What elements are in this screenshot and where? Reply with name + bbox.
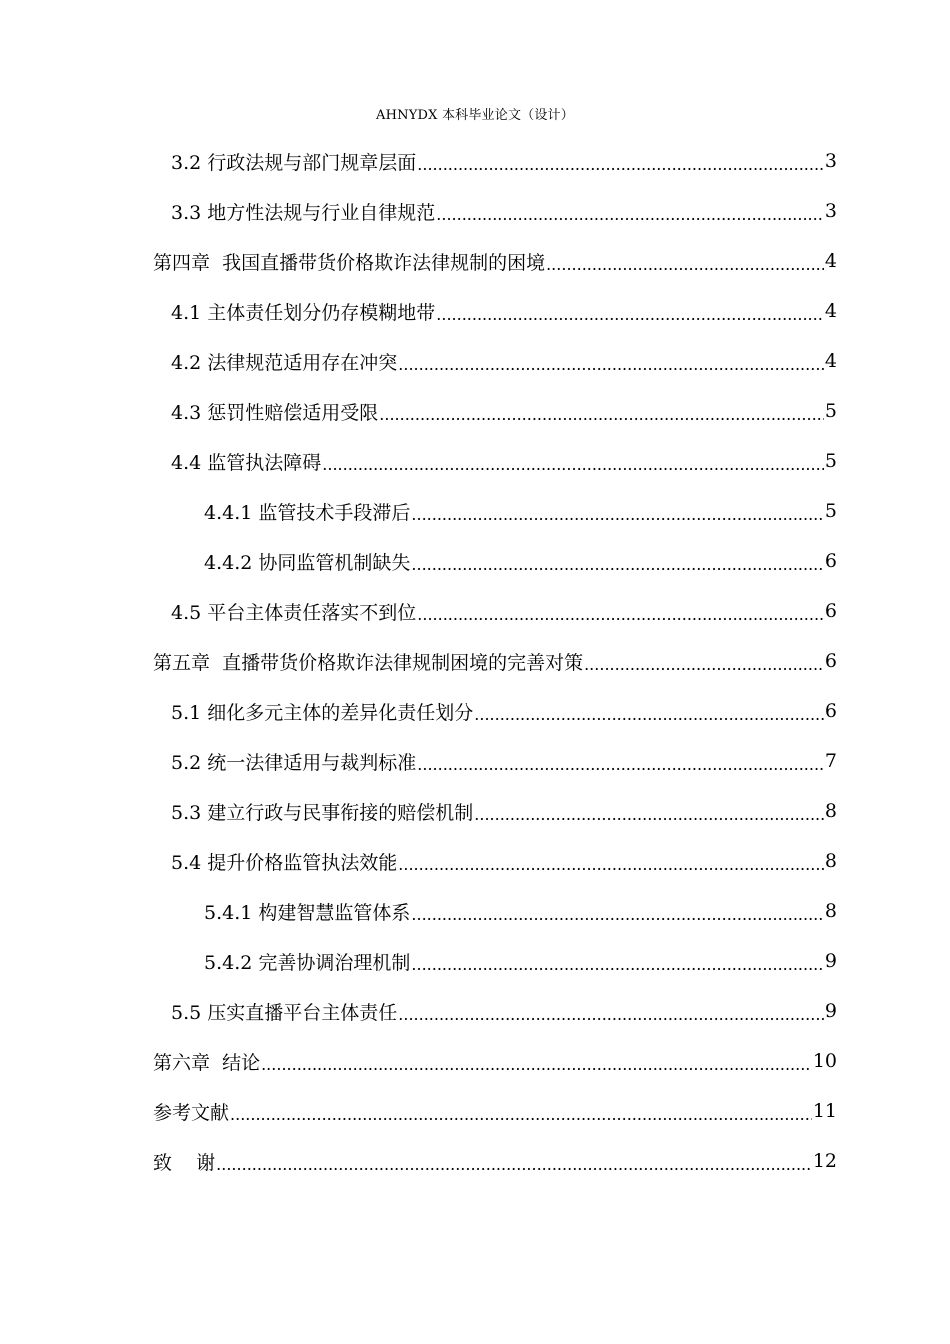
toc-entry-page: 8: [824, 800, 837, 822]
toc-entry-page: 5: [824, 500, 837, 522]
toc-entry-3-2[interactable]: [171, 136, 837, 186]
toc-dot-leader: [417, 605, 824, 624]
toc-entry-page: 10: [812, 1050, 837, 1072]
toc-dot-leader: [398, 1005, 824, 1024]
toc-entry-5-2[interactable]: [171, 736, 837, 786]
toc-entry-title: 3.2 行政法规与部门规章层面: [171, 151, 417, 174]
toc-entry-page: 4: [824, 300, 837, 322]
toc-entry-page: 4: [824, 250, 837, 272]
toc-entry-page: 12: [812, 1150, 837, 1172]
toc-entry-title: 4.4 监管执法障碍: [171, 451, 322, 474]
toc-dot-leader: [411, 505, 824, 524]
toc-entry-5-4-2[interactable]: [204, 936, 837, 986]
toc-dot-leader: [379, 405, 824, 424]
toc-dot-leader: [474, 705, 824, 724]
toc-entry-page: 6: [824, 550, 837, 572]
toc-dot-leader: [584, 655, 824, 674]
toc-entry-chapter-5[interactable]: [153, 636, 837, 686]
toc-dot-leader: [411, 555, 824, 574]
toc-entry-4-5[interactable]: [171, 586, 837, 636]
toc-dot-leader: [216, 1155, 812, 1174]
toc-entry-page: 6: [824, 700, 837, 722]
toc-dot-leader: [436, 205, 824, 224]
toc-entry-4-4[interactable]: [171, 436, 837, 486]
toc-entry-references[interactable]: [153, 1086, 837, 1136]
toc-entry-page: 6: [824, 600, 837, 622]
toc-dot-leader: [322, 455, 824, 474]
toc-entry-page: 3: [824, 150, 837, 172]
toc-entry-title: 第四章 我国直播带货价格欺诈法律规制的困境: [153, 251, 546, 274]
toc-entry-title: 第六章 结论: [153, 1051, 261, 1074]
toc-entry-title: 参考文献: [153, 1101, 230, 1124]
toc-entry-title: 4.4.2 协同监管机制缺失: [204, 551, 411, 574]
toc-dot-leader: [411, 905, 824, 924]
toc-entry-5-4[interactable]: [171, 836, 837, 886]
toc-dot-leader: [261, 1055, 812, 1074]
toc-entry-title: 5.3 建立行政与民事衔接的赔偿机制: [171, 801, 474, 824]
toc-entry-page: 9: [824, 1000, 837, 1022]
toc-entry-5-4-1[interactable]: [204, 886, 837, 936]
toc-entry-chapter-6[interactable]: [153, 1036, 837, 1086]
toc-entry-page: 8: [824, 850, 837, 872]
toc-entry-title: 致 谢: [153, 1151, 216, 1174]
toc-entry-page: 6: [824, 650, 837, 672]
toc-entry-4-2[interactable]: [171, 336, 837, 386]
toc-entry-title: 4.1 主体责任划分仍存模糊地带: [171, 301, 436, 324]
toc-entry-title: 4.2 法律规范适用存在冲突: [171, 351, 398, 374]
toc-dot-leader: [436, 305, 824, 324]
toc-entry-title: 5.2 统一法律适用与裁判标准: [171, 751, 417, 774]
toc-entry-title: 4.3 惩罚性赔偿适用受限: [171, 401, 379, 424]
toc-entry-acknowledgements[interactable]: [153, 1136, 837, 1186]
toc-dot-leader: [417, 155, 824, 174]
toc-dot-leader: [398, 855, 824, 874]
toc-entry-page: 8: [824, 900, 837, 922]
toc-entry-title: 3.3 地方性法规与行业自律规范: [171, 201, 436, 224]
toc-entry-page: 4: [824, 350, 837, 372]
toc-entry-page: 3: [824, 200, 837, 222]
toc-entry-page: 7: [824, 750, 837, 772]
toc-entry-4-3[interactable]: [171, 386, 837, 436]
toc-entry-page: 5: [824, 400, 837, 422]
toc-entry-title: 5.4.2 完善协调治理机制: [204, 951, 411, 974]
toc-entry-4-1[interactable]: [171, 286, 837, 336]
toc-entry-title: 第五章 直播带货价格欺诈法律规制困境的完善对策: [153, 651, 584, 674]
toc-dot-leader: [398, 355, 824, 374]
toc-entry-4-4-1[interactable]: [204, 486, 837, 536]
toc-entry-5-1[interactable]: [171, 686, 837, 736]
toc-dot-leader: [417, 755, 824, 774]
toc-entry-5-3[interactable]: [171, 786, 837, 836]
toc-entry-title: 5.4 提升价格监管执法效能: [171, 851, 398, 874]
toc-entry-title: 5.5 压实直播平台主体责任: [171, 1001, 398, 1024]
toc-entry-chapter-4[interactable]: [153, 236, 837, 286]
toc-entry-title: 4.5 平台主体责任落实不到位: [171, 601, 417, 624]
toc-entry-page: 9: [824, 950, 837, 972]
toc-entry-4-4-2[interactable]: [204, 536, 837, 586]
toc-entry-5-5[interactable]: [171, 986, 837, 1036]
toc-entry-title: 4.4.1 监管技术手段滞后: [204, 501, 411, 524]
toc-dot-leader: [474, 805, 824, 824]
toc-dot-leader: [546, 255, 824, 274]
toc-entry-title: 5.4.1 构建智慧监管体系: [204, 901, 411, 924]
toc-entry-title: 5.1 细化多元主体的差异化责任划分: [171, 701, 474, 724]
toc-entry-3-3[interactable]: [171, 186, 837, 236]
toc-entry-page: 5: [824, 450, 837, 472]
toc-entry-page: 11: [812, 1100, 837, 1122]
page-header: AHNYDX 本科毕业论文（设计）: [376, 108, 574, 123]
toc-dot-leader: [411, 955, 824, 974]
toc-dot-leader: [230, 1105, 812, 1124]
